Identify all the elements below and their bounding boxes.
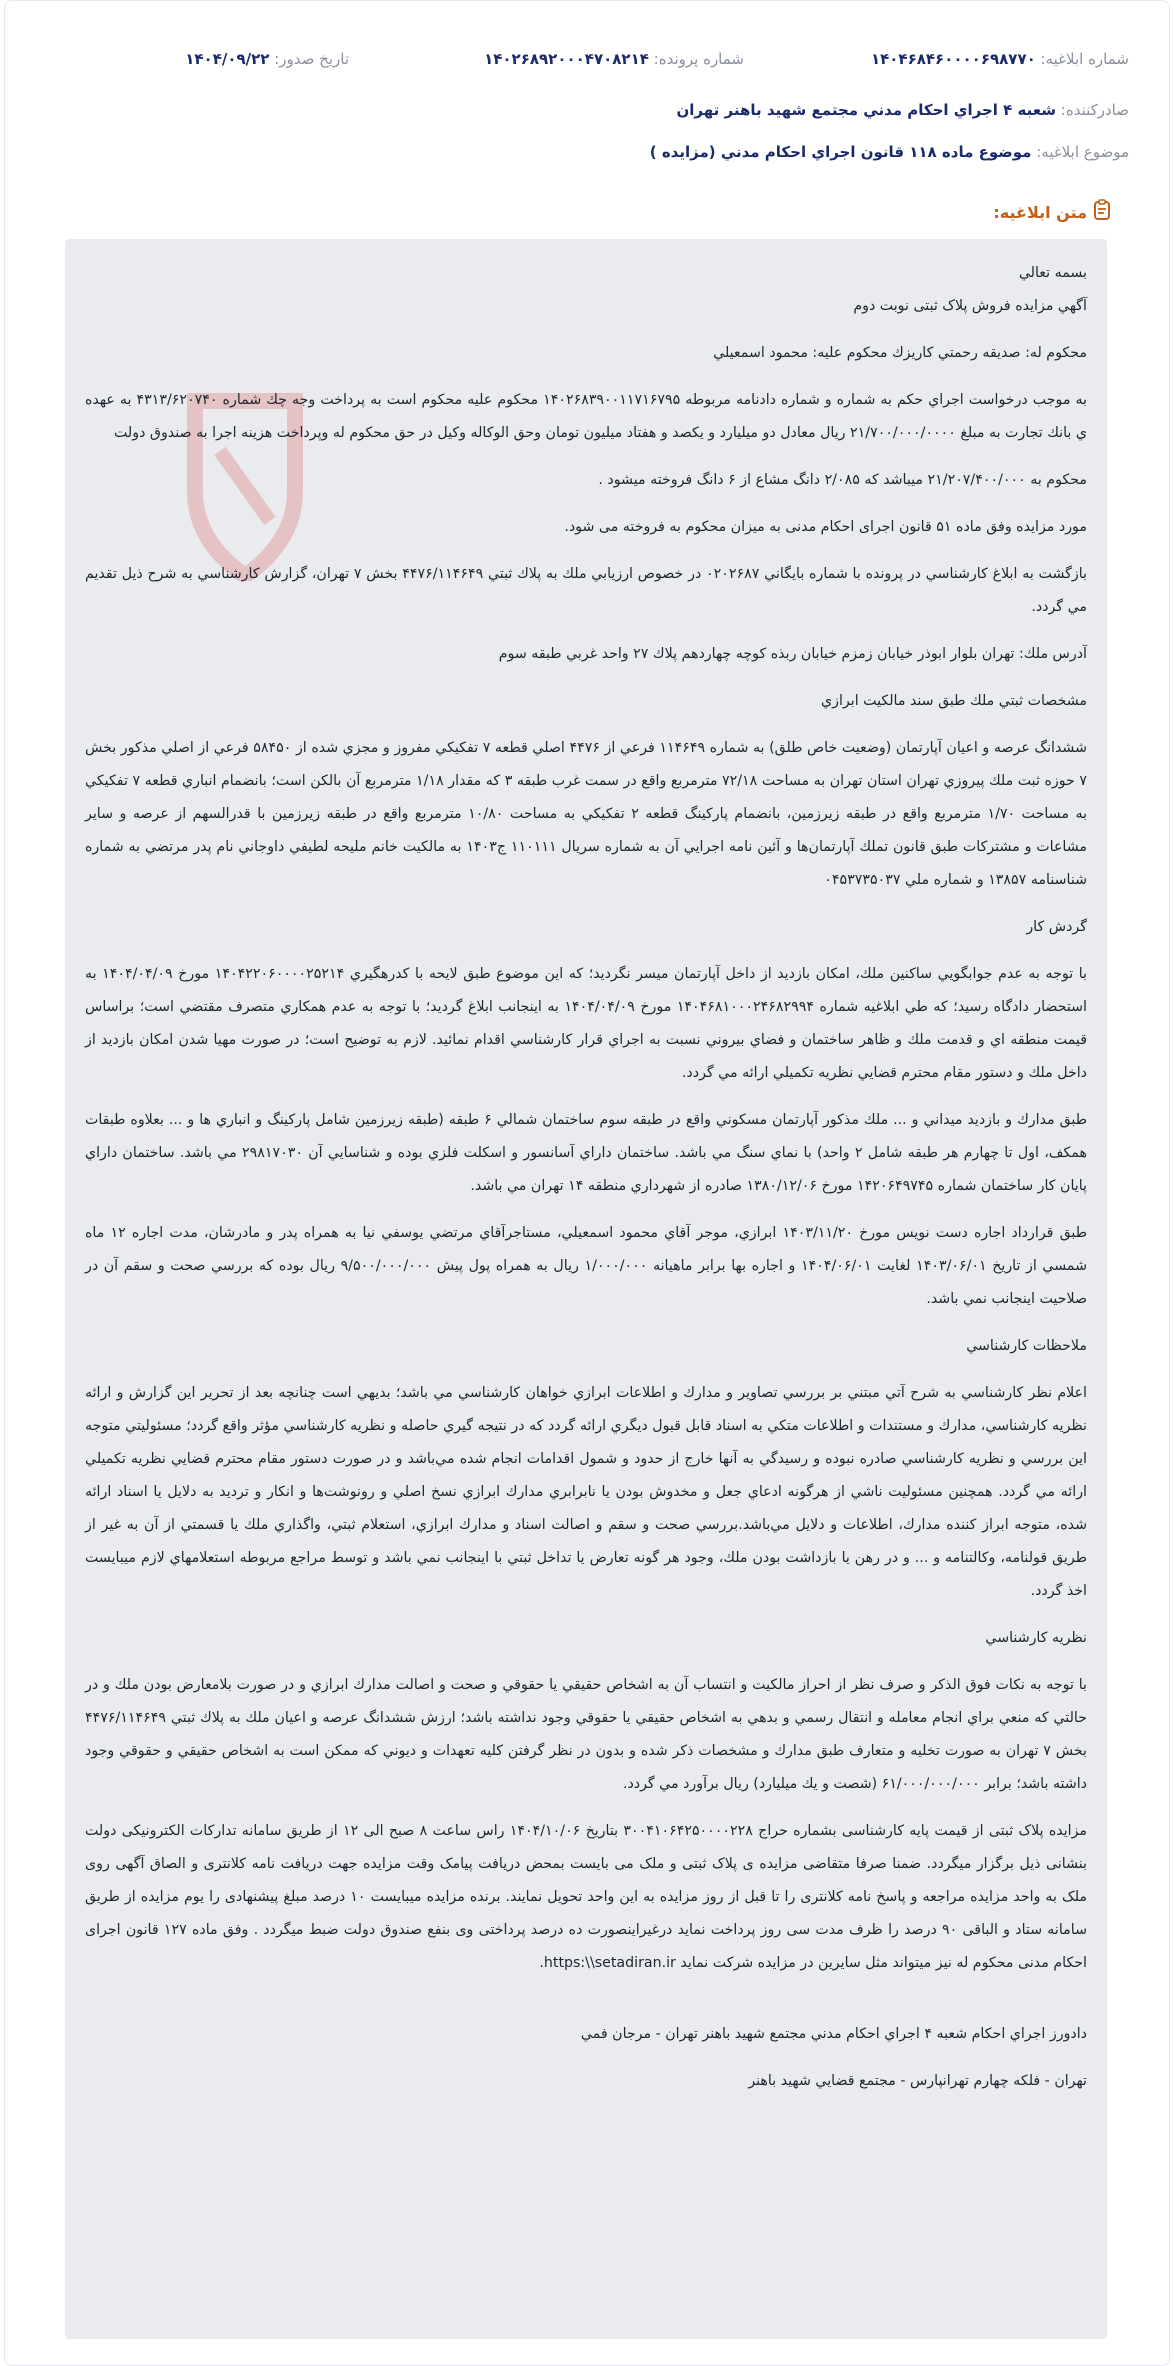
case-number bbox=[484, 50, 744, 68]
notice-number-value: ۱۴۰۴۶۸۴۶۰۰۰۰۶۹۸۷۷۰ bbox=[870, 50, 1036, 68]
issuer-row bbox=[45, 101, 1129, 119]
paragraph: مزایده پلاک ثبتی از قیمت پایه کارشناسی بشماره حراج ۳۰۰۴۱۰۶۴۲۵۰۰۰۰۲۲۸ بتاریخ ۱۴۰۴/۱۰/۰۶ راس ساعت ۸ صبح الی ۱۲ از طریق سامانه تدارکات الکترونیکی دولت بنشانی ذیل برگزار میگردد. ضمنا صرفا متقاضی مزایده ی پلاک ثبتی و ملک می بایست بمحض دریافت پیامک وقت مزایده جهت دریافت نامه کلانتری و الصاق آگهی روی ملک به واحد مزایده مراجعه و پاسخ نامه کلانتری را تا قبل از روز مزایده به این واحد تحویل نمایند. برنده مزایده میبایست ۱۰ درصد مبلغ پیشنهادی را یوم مزایده از طریق سامانه ستاد و الباقی ۹۰ درصد را ظرف مدت سی روز پرداخت نماید درغیراینصورت ده درصد پرداختی وی بنفع صندوق دولت ضبط میگردد . وفق ماده ۱۲۷ قانون اجرای احکام مدنی محکوم له نیز میتواند مثل سایرین در مزایده شرکت نماید https:\\setadiran.ir. bbox=[85, 1823, 1088, 1971]
paragraph: گردش كار bbox=[1026, 919, 1087, 935]
paragraph: آگهي مزايده فروش پلاک ثبتی نوبت دوم bbox=[853, 298, 1087, 314]
subject-label: موضوع ابلاغیه: bbox=[1036, 143, 1129, 161]
paragraph: طبق قرارداد اجاره دست نويس مورخ ۱۴۰۳/۱۱/۲۰ ابرازي، موجر آقاي محمود اسمعيلي، مستاجرآقاي مرتضي يوسفي نيا به همراه پدر و مادرشان، مدت اجاره ۱۲ ماه شمسي از تاريخ ۱۴۰۳/۰۶/۰۱ لغايت ۱۴۰۴/۰۶/۰۱ و اجاره بها برابر ماهيانه ۱/۰۰۰/۰۰۰ ريال به همراه پول پيش ۹/۵۰۰/۰۰۰/۰۰۰ ريال بوده كه بررسي صحت و سقم آن در صلاحيت اينجانب نمي باشد. bbox=[85, 1225, 1088, 1307]
issuer-label: صادرکننده: bbox=[1060, 101, 1129, 119]
paragraph: طبق مدارك و بازديد ميداني و ... ملك مذكور آپارتمان مسكوني واقع در طبقه سوم ساختمان شمالي ۶ طبقه (طبقه زيرزمين شامل پاركينگ و انباري ها و ... بعلاوه طبقات همكف، اول تا چهارم هر طبقه شامل ۲ واحد) با نماي سنگ مي باشد. ساختمان داراي آسانسور و اسكلت فلزي بوده و شناسايي آن ۲۹۸۱۷۰۳۰ مي باشد. ساختمان داراي پايان كار ساختمان شماره ۱۴۲۰۶۴۹۷۴۵ مورخ ۱۳۸۰/۱۲/۰۶ صادره از شهرداري منطقه ۱۴ تهران مي باشد. bbox=[85, 1112, 1087, 1194]
issue-date bbox=[185, 50, 349, 68]
paragraph: ملاحظات كارشناسي bbox=[966, 1338, 1087, 1354]
paragraph: آدرس ملك: تهران بلوار ابوذر خيابان زمزم خيابان ربذه كوچه چهاردهم پلاك ۲۷ واحد غربي طبقه سوم bbox=[498, 646, 1087, 662]
subject-value: موضوع ماده ۱۱۸ قانون اجراي احكام مدني (مزايده ) bbox=[649, 143, 1032, 161]
paragraph: مورد مزايده وفق ماده ۵۱ قانون اجرای احکام مدنی به میزان محکوم به فروخته می شود. bbox=[564, 519, 1087, 535]
paragraph: به موجب درخواست اجراي حكم به شماره و شماره دادنامه مربوطه ۱۴۰۲۶۸۳۹۰۰۱۱۷۱۶۷۹۵ محكوم عليه محكوم است به پرداخت وجه چك شماره ۴۳۱۳/۶۲۰۷۴۰ به عهده ي بانك تجارت به مبلغ ۲۱/۷۰۰/۰۰۰/۰۰۰۰ ريال معادل دو ميليارد و يكصد و هفتاد ميليون تومان وحق الوكاله وكيل در حق محكوم له وپرداخت هزينه اجرا به صندوق دولت bbox=[85, 392, 1088, 441]
paragraph: بازگشت به ابلاغ كارشناسي در پرونده با شماره بايگاني ۰۲۰۲۶۸۷ در خصوص ارزيابي ملك به پلاك ثبتي ۴۴۷۶/۱۱۴۶۴۹ بخش ۷ تهران، گزارش كارشناسي به شرح ذيل تقديم مي گردد. bbox=[85, 566, 1088, 615]
subject-row bbox=[45, 143, 1129, 161]
body-title bbox=[993, 199, 1111, 225]
paragraph: ششدانگ عرصه و اعيان آپارتمان (وضعيت خاص طلق) به شماره ۱۱۴۶۴۹ فرعي از ۴۴۷۶ اصلي قطعه ۷ تفكيكي مفروز و مجزي شده از ۵۸۴۵۰ فرعي از اصلي مذكور بخش ۷ حوزه ثبت ملك پيروزي تهران استان تهران به مساحت ۷۲/۱۸ مترمربع واقع در سمت غرب طبقه ۳ كه مقدار ۱/۱۸ مترمربع آن بالكن است؛ بانضمام انباري قطعه ۷ تفكيكي به مساحت ۱/۷۰ مترمربع واقع در طبقه زيرزمين، بانضمام پاركينگ قطعه ۲ تفكيكي به مساحت ۱۰/۸۰ مترمربع واقع در طبقه زيرزمين با قدرالسهم از عرصه و ساير مشاعات و مشتركات طبق قانون تملك آپارتمان‌ها و آئين نامه اجرايي آن به شماره سريال ۱۱۰۱۱۱ ج۱۴۰۳ به مالكيت خانم مليحه لطيفي داوجاني نام پدر مرتضي به شماره شناسنامه ۱۳۸۵۷ و شماره ملي ۰۴۵۳۷۳۵۰۳۷ bbox=[85, 740, 1088, 888]
body-title-text: متن ابلاغیه: bbox=[993, 202, 1087, 222]
notice-card bbox=[4, 0, 1170, 2366]
paragraph: با توجه به عدم جوابگويي ساكنين ملك، امكان بازديد از داخل آپارتمان ميسر نگرديد؛ كه اين موضوع طبق لايحه با كدرهگيري ۱۴۰۴۲۲۰۶۰۰۰۰۲۵۲۱۴ مورخ ۱۴۰۴/۰۴/۰۹ به استحضار دادگاه رسيد؛ كه طي ابلاغيه شماره ۱۴۰۴۶۸۱۰۰۰۲۴۶۸۲۹۹۴ مورخ ۱۴۰۴/۰۴/۰۹ به اينجانب ابلاغ گرديد؛ با توجه به عدم همكاري متصرف مقتضي است؛ براساس قيمت منطقه اي و قدمت ملك و ظاهر ساختمان و فضاي بيروني نسبت به اجراي قرار كارشناسي اقدام نمائيد. لازم به توضيح است؛ در صورت مهيا شدن امكان بازديد از داخل ملك و دستور مقام محترم قضايي نظريه تكميلي ارائه مي گردد. bbox=[85, 966, 1087, 1081]
case-number-label: شماره پرونده: bbox=[653, 50, 744, 68]
document-icon bbox=[1093, 199, 1111, 225]
issue-date-value: ۱۴۰۴/۰۹/۲۲ bbox=[185, 50, 270, 68]
case-number-value: ۱۴۰۲۶۸۹۲۰۰۰۴۷۰۸۲۱۴ bbox=[484, 50, 649, 68]
notice-number-label: شماره ابلاغیه: bbox=[1040, 50, 1129, 68]
notice-body bbox=[65, 239, 1107, 2339]
paragraph: نظريه كارشناسي bbox=[985, 1630, 1087, 1646]
paragraph: محكوم له: صديقه رحمتي كاريزك محكوم عليه: محمود اسمعيلي bbox=[713, 345, 1087, 361]
address-line: تهران - فلكه چهارم تهرانپارس - مجتمع قضايي شهيد باهنر bbox=[748, 2073, 1087, 2089]
issuer-value: شعبه ۴ اجراي احكام مدني مجتمع شهيد باهنر تهران bbox=[676, 101, 1056, 119]
notice-number bbox=[871, 50, 1129, 68]
paragraph: محكوم به ۲۱/۲۰۷/۴۰۰/۰۰۰ ميباشد كه ۲/۰۸۵ دانگ مشاع از ۶ دانگ فروخته ميشود . bbox=[598, 472, 1087, 488]
paragraph: با توجه به نكات فوق الذكر و صرف نظر از احراز مالكيت و انتساب آن به اشخاص حقيقي يا حقوقي و صحت و اصالت مدارك ابرازي و در صورت بلامعارض بودن ملك و در حالتي كه منعي براي انجام معامله و انتقال رسمي و بدهي به اشخاص حقيقي يا حقوقي وجود نداشته باشد؛ ارزش ششدانگ عرصه و اعيان ملك به پلاك ثبتي ۴۴۷۶/۱۱۴۶۴۹ بخش ۷ تهران به صورت تخليه و متعارف طبق مدارك و مشخصات ذكر شده و بدون در نظر گرفتن كليه تعهدات و ديوني كه ممكن است به اشخاص حقيقي و حقوقي وجود داشته باشد؛ برابر ۶۱/۰۰۰/۰۰۰/۰۰۰ (شصت و يك ميليارد) ريال برآورد مي گردد. bbox=[85, 1677, 1087, 1792]
issue-date-label: تاریخ صدور: bbox=[274, 50, 349, 68]
paragraph: بسمه تعالي bbox=[1018, 265, 1087, 281]
paragraph: مشخصات ثبتي ملك طبق سند مالكيت ابرازي bbox=[821, 693, 1087, 709]
paragraph: اعلام نظر كارشناسي به شرح آتي مبتني بر بررسي تصاوير و مدارك و اطلاعات ابرازي خواهان كارشناسي مي باشد؛ بديهي است چنانچه بعد از تحرير اين گزارش و ارائه نظريه كارشناسي، مدارك و مستندات و اطلاعات متكي به اسناد قابل قبول ديگري ارائه گردد كه در نتيجه گيري حاصله و نظريه كارشناسي مؤثر واقع گردد؛ مسئوليتي متوجه اين بررسي و نظريه كارشناسي صادره نبوده و رسيدگي به آنها خارج از حدود و شمول اقدامات انجام شده مي‌باشد و در صورت دستور مقام محترم قضايي نظريه تكميلي ارائه مي گردد. همچنين مسئوليت ناشي از هرگونه ادعاي جعل و مخدوش بودن يا نابرابري مدارك ابرازي نسخ اصلي و رونوشت‌ها و انكار و ترديد به دلايل يا اسناد ارائه شده، متوجه ابراز كننده مدارك، اطلاعات و دلايل مي‌باشد.بررسي صحت و سقم و اصالت اسناد و مدارك ابرازي، استعلام ثبتي، واگذاري ملك يا قسمتي از آن به غير از طريق قولنامه، وكالتنامه و ... و در رهن يا بازداشت بودن ملك، وجود هر گونه تعارض يا تداخل ثبتي با اينجانب نمي باشد و توسط مراجع مربوطه استعلامهاي لازم ميبايست اخذ گردد. bbox=[85, 1385, 1087, 1599]
signature-line: دادورز اجراي احكام شعبه ۴ اجراي احكام مدني مجتمع شهيد باهنر تهران - مرجان فمي bbox=[580, 2026, 1087, 2042]
